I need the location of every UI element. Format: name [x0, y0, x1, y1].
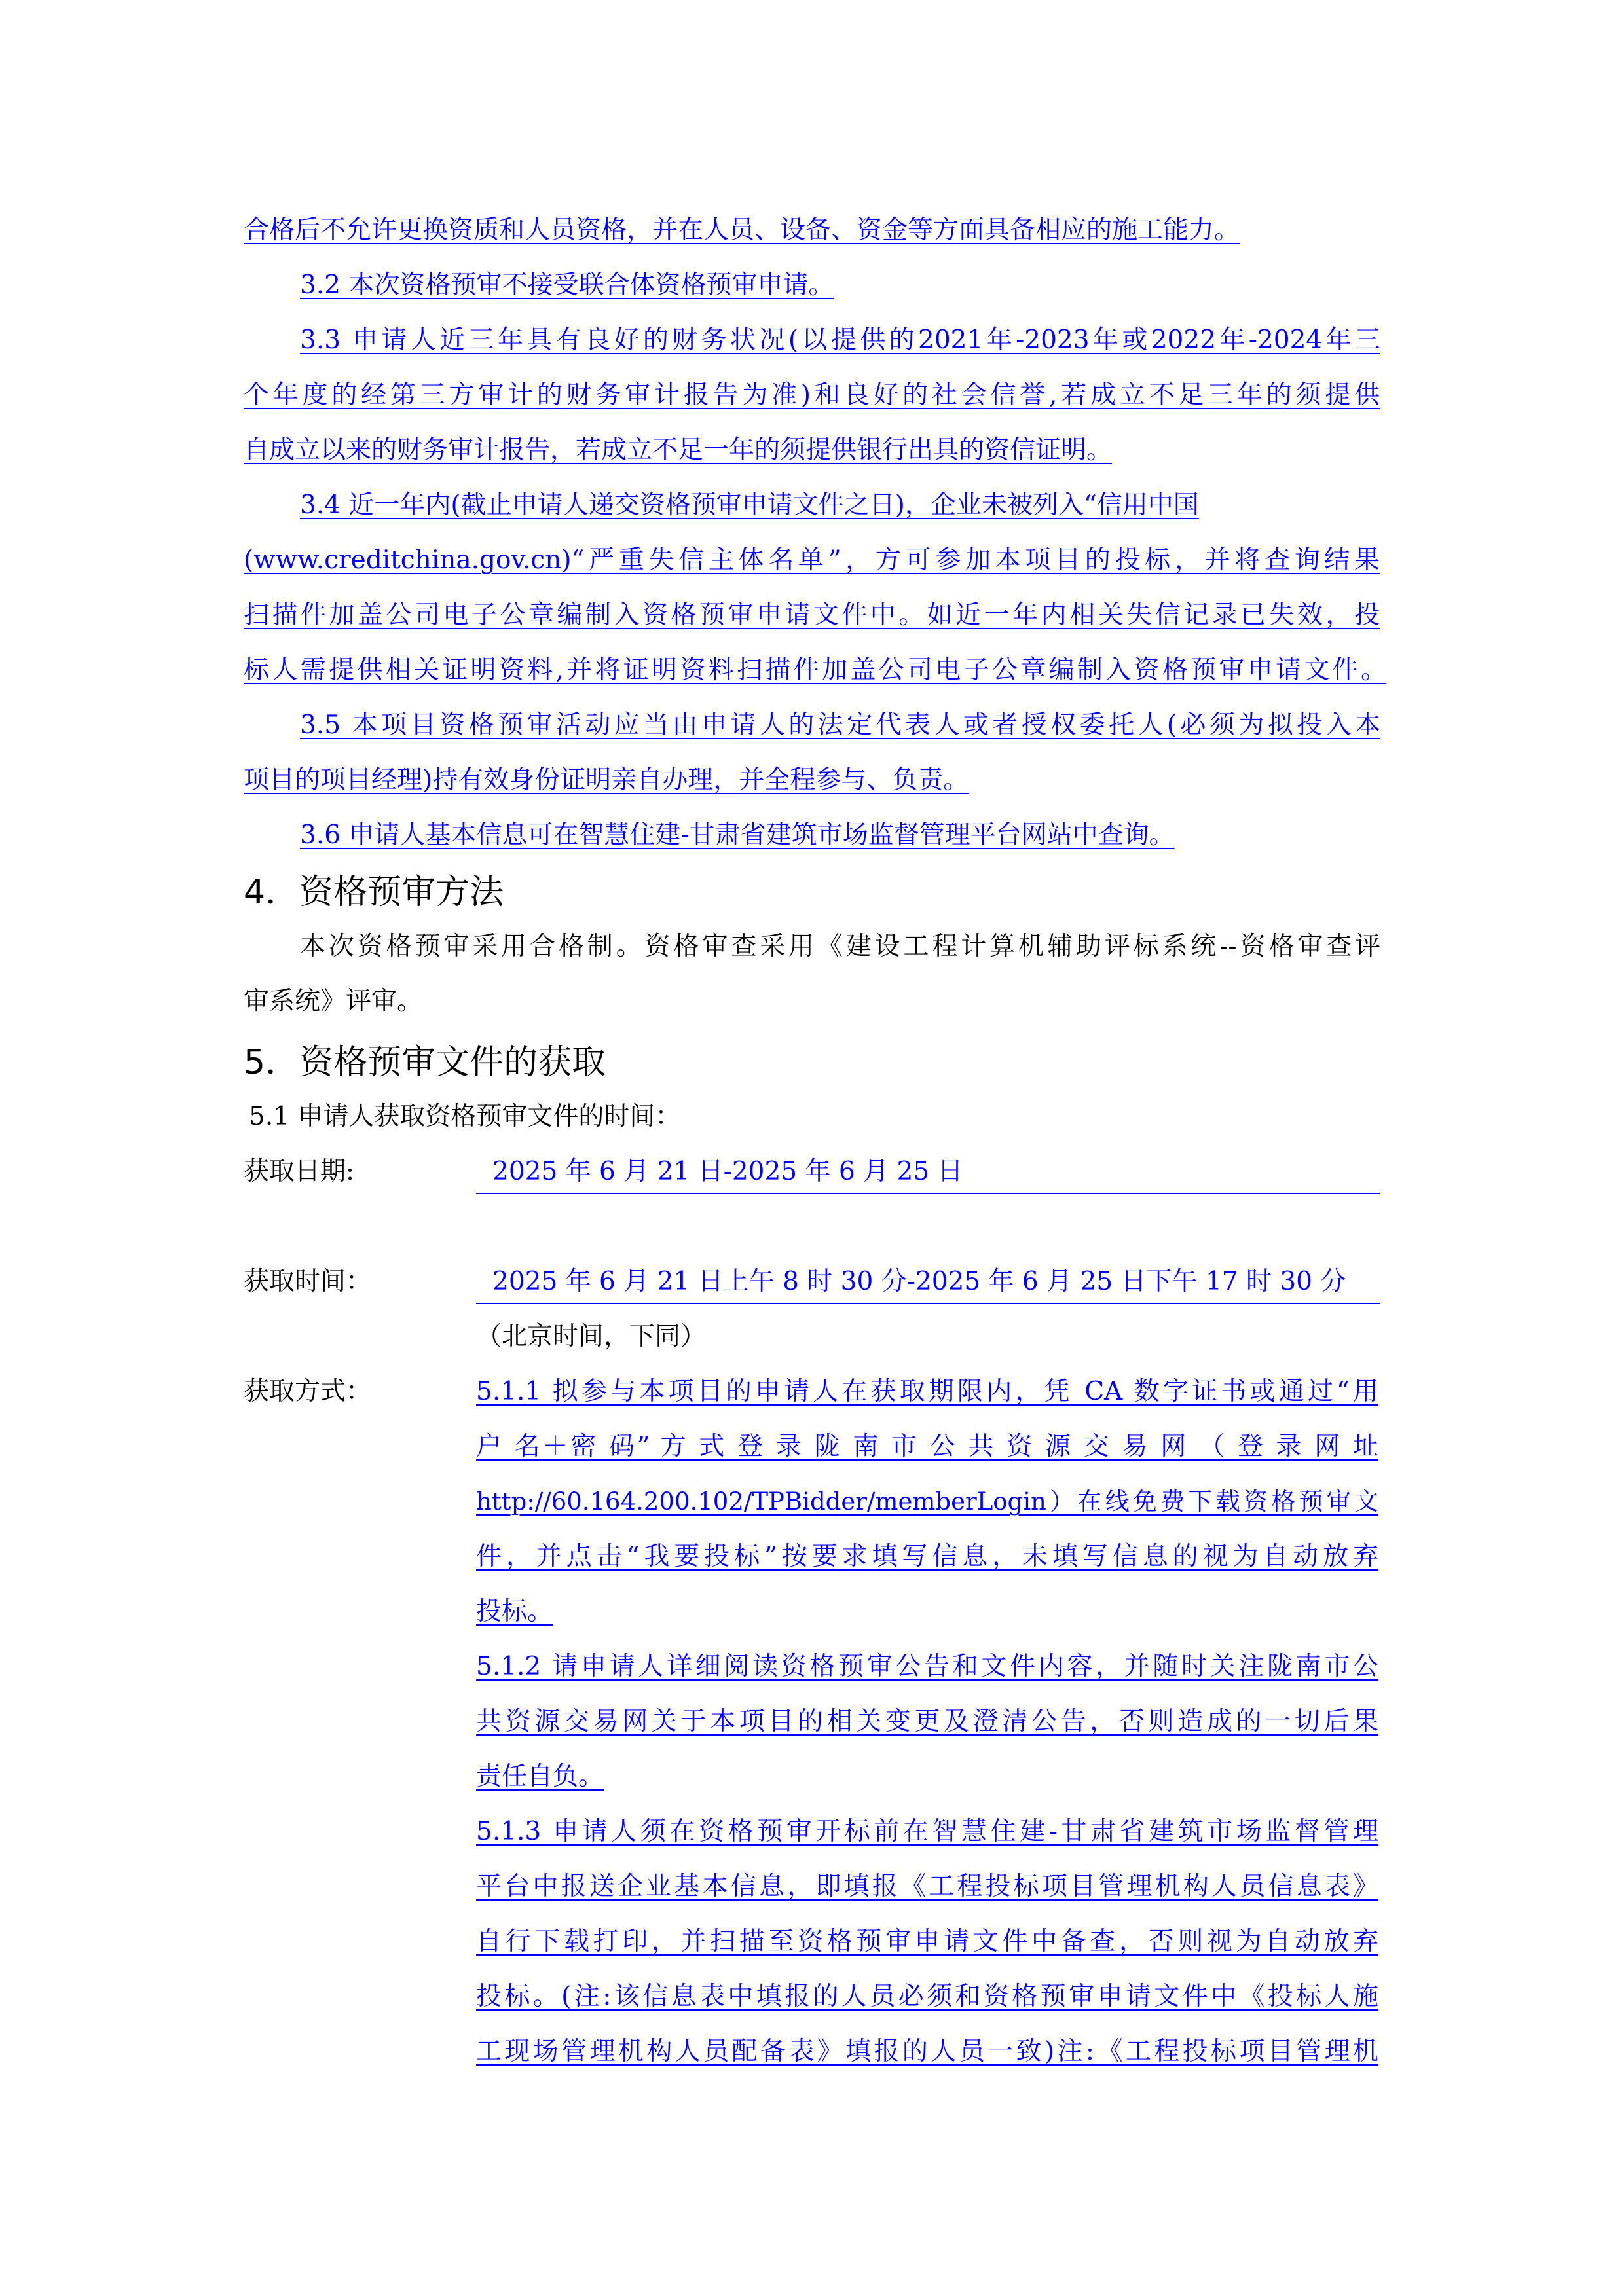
method-5-1-2-line1: 5.1.2 请申请人详细阅读资格预审公告和文件内容，并随时关注陇南市公 [476, 1652, 1378, 1681]
section5-heading: 5．资格预审文件的获取 [244, 1043, 606, 1082]
clause-3-4-line2: (www.creditchina.gov.cn)“严重失信主体名单”，方可参加本项目的投标，并将查询结果 [244, 545, 1380, 575]
method-5-1-2-line3: 责任自负。 [476, 1762, 604, 1791]
method-5-1-3-line2: 平台中报送企业基本信息，即填报《工程投标项目管理机构人员信息表》 [476, 1872, 1378, 1901]
acquire-time-underline [476, 1303, 1380, 1304]
clause-3-5-line2: 项目的项目经理)持有效身份证明亲自办理，并全程参与、负责。 [244, 765, 969, 795]
clause-3-3-line1: 3.3 申请人近三年具有良好的财务状况(以提供的2021年-2023年或2022年-2024年三 [300, 325, 1380, 355]
clause-3-3-line3: 自成立以来的财务审计报告，若成立不足一年的须提供银行出具的资信证明。 [244, 435, 1113, 465]
acquire-date-underline [476, 1193, 1380, 1194]
method-5-1-3-line3: 自行下载打印，并扫描至资格预审申请文件中备查，否则视为自动放弃 [476, 1927, 1378, 1956]
method-5-1-1-line2: 户 名＋密 码” 方 式 登 录 陇 南 市 公 共 资 源 交 易 网 （ 登 录 网 址 [476, 1432, 1378, 1461]
clause-3-5-line1: 3.5 本项目资格预审活动应当由申请人的法定代表人或者授权委托人(必须为拟投入本 [300, 710, 1380, 740]
clause-3-6: 3.6 申请人基本信息可在智慧住建-甘肃省建筑市场监督管理平台网站中查询。 [300, 820, 1175, 850]
method-5-1-1-line4: 件，并点击“我要投标”按要求填写信息，未填写信息的视为自动放弃 [476, 1542, 1378, 1571]
method-5-1-3-line1: 5.1.3 申请人须在资格预审开标前在智慧住建-甘肃省建筑市场监督管理 [476, 1817, 1378, 1846]
clause-3-4-line4: 标人需提供相关证明资料,并将证明资料扫描件加盖公司电子公章编制入资格预审申请文件。 [244, 655, 1386, 685]
section4-heading: 4．资格预审方法 [244, 873, 504, 912]
method-5-1-1-line5: 投标。 [476, 1597, 553, 1626]
method-5-1-2-line2: 共资源交易网关于本项目的相关变更及澄清公告，否则造成的一切后果 [476, 1707, 1378, 1736]
acquire-time-label: 获取时间： [244, 1267, 372, 1296]
method-5-1-3-line4: 投标。(注:该信息表中填报的人员必须和资格预审申请文件中《投标人施 [476, 1982, 1378, 2011]
clause-3-4-line1: 3.4 近一年内(截止申请人递交资格预审申请文件之日)，企业未被列入“信用中国 [300, 490, 1199, 520]
acquire-time-value: 2025 年 6 月 21 日上午 8 时 30 分-2025 年 6 月 25 日下午 17 时 30 分 [492, 1267, 1346, 1296]
acquire-date-value: 2025 年 6 月 21 日-2025 年 6 月 25 日 [492, 1157, 963, 1186]
method-5-1-1-line1: 5.1.1 拟参与本项目的申请人在获取期限内，凭 CA 数字证书或通过“用 [476, 1377, 1378, 1406]
clause-3-2: 3.2 本次资格预审不接受联合体资格预审申请。 [300, 270, 834, 300]
section3-line-top: 合格后不允许更换资质和人员资格，并在人员、设备、资金等方面具备相应的施工能力。 [244, 215, 1240, 245]
method-5-1-3-line5: 工现场管理机构人员配备表》填报的人员一致)注:《工程投标项目管理机 [476, 2037, 1378, 2066]
clause-3-3-line2: 个年度的经第三方审计的财务审计报告为准)和良好的社会信誉,若成立不足三年的须提供 [244, 380, 1380, 410]
section4-body-line2: 审系统》评审。 [244, 987, 423, 1016]
clause-3-4-line3: 扫描件加盖公司电子公章编制入资格预审申请文件中。如近一年内相关失信记录已失效，投 [244, 600, 1380, 630]
acquire-time-note: （北京时间，下同） [476, 1322, 707, 1351]
method-5-1-1-line3[interactable]: http://60.164.200.102/TPBidder/memberLogin）在线免费下载资格预审文 [476, 1487, 1378, 1516]
section4-body-line1: 本次资格预审采用合格制。资格审查采用《建设工程计算机辅助评标系统--资格审查评 [300, 932, 1380, 961]
acquire-date-label: 获取日期: [244, 1157, 355, 1186]
section5-1-title: 5.1 申请人获取资格预审文件的时间： [249, 1102, 681, 1131]
acquire-method-label: 获取方式： [244, 1377, 372, 1406]
